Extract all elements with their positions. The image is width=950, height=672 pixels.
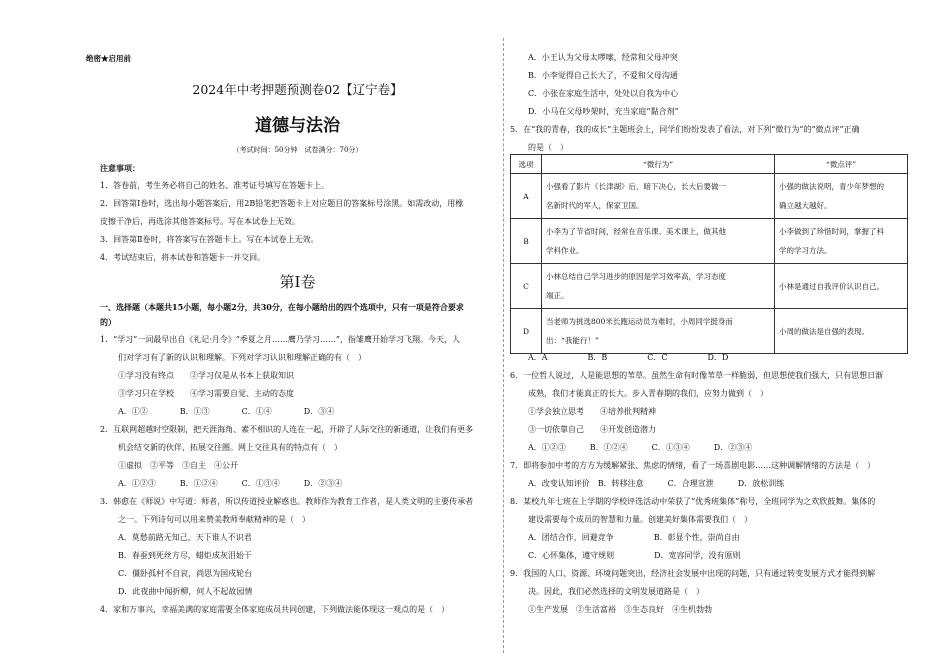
cell-text: 小强的做法说明，青少年梦想的 <box>779 182 884 191</box>
cell-text: 学的学习方法。 <box>779 246 832 255</box>
question-line: 6．一位哲人说过，人是能思想的苇草。虽然生命有时像苇草一样脆弱，但思想使我们强大，只有思想日渐 <box>510 371 884 380</box>
answer-line: A．团结合作，回避竞争 B．彰显个性，崇尚自由 <box>528 533 740 542</box>
table-header: 选项 <box>511 155 542 174</box>
question-line: 机会结交新的伙伴，拓展交往圈。网上交往具有的特点有（ ） <box>118 443 342 452</box>
question-line: 1．“学习”一词最早出自《礼记·月令》“季夏之月……鹰乃学习……”，指雏鹰开始学习飞翔。今天，人 <box>100 335 460 344</box>
table-cell-action <box>542 219 775 264</box>
table-cell-comment <box>775 309 908 354</box>
question-line: 的是（ ） <box>528 143 568 152</box>
column-divider <box>503 38 504 653</box>
secret-label: 绝密★启用前 <box>86 54 131 63</box>
table-cell-option: B <box>511 219 542 264</box>
answer-line: A．①②③ B．①②④ C．①③④ D．②③④ <box>528 443 753 452</box>
option-line: ①学会独立思考 ④培养批判精神 <box>528 407 656 416</box>
cell-text: 小李做到了珍惜时间，掌握了科 <box>779 227 884 236</box>
question-line: 之一。下列诗句可以用来赞美教师奉献精神的是（ ） <box>118 515 310 524</box>
question-line: 们对学习有了新的认识和理解。下列对学习认识和理解正确的有（ ） <box>118 353 366 362</box>
answer-line: C．僵卧孤村不自哀，尚思为国戍轮台 <box>118 569 253 578</box>
cell-text: 小林总结自己学习进步的原因是学习效率高，学习态度 <box>546 272 726 281</box>
answer-line: B．春蚕到死丝方尽，蜡炬成灰泪始干 <box>118 551 252 560</box>
notice-title: 注意事项： <box>100 163 140 173</box>
question-line: 7．即将参加中考的方方为缓解紧张、焦虑的情绪，看了一场喜剧电影……这种调解情绪的方法是（ ） <box>510 461 876 470</box>
table-cell-option: D <box>511 309 542 354</box>
question-line: 建设需要每个成员的智慧和力量。创建美好集体需要我们（ ） <box>528 515 752 524</box>
table-header-row <box>511 155 908 174</box>
cell-text: 小李为了节省时间，经常在音乐课、美术课上，做其他 <box>546 227 726 236</box>
section-heading: 一、选择题（本题共15小题，每小题2分，共30分，在每小题给出的四个选项中，只有一项是符合要求 <box>100 302 464 312</box>
exam-title: 2024年中考押题预测卷02【辽宁卷】 <box>192 82 403 97</box>
question-line: 4．家和万事兴，幸福美满的家庭需要全体家庭成员共同创建，下列做法能体现这一观点的是（ ） <box>100 605 450 614</box>
answer-line: C．心怀集体，遵守规则 D．宽容同学，没有原则 <box>528 551 741 560</box>
cell-text: 名新时代的军人，保家卫国。 <box>546 201 644 210</box>
answer-line: A．①②③ B．①②④ C．①③④ D．②③④ <box>118 479 343 488</box>
options-table <box>510 154 908 354</box>
answer-line: B．小李觉得自己长大了，不爱和父母沟通 <box>528 71 678 80</box>
right-column <box>510 0 910 672</box>
answer-line: A．莫愁前路无知己，天下谁人不识君 <box>118 533 252 542</box>
answer-line: A．A B．B C．C D．D <box>528 353 729 362</box>
cell-text: 确立越大越好。 <box>779 201 832 210</box>
answer-line: D．小马在父母吵架时，充当家庭“黏合剂” <box>528 107 679 116</box>
question-line: 8．某校九年七班在上学期的学校评选活动中荣获了“优秀班集体”称号，全班同学为之欢欣鼓舞。集体的 <box>510 497 876 506</box>
question-line: 成熟，我们才能真正的长大。步入青春期的我们，应努力做到（ ） <box>528 389 768 398</box>
question-line: 5．在“我的青春，我的成长”主题班会上，同学们纷纷发表了看法，对下列“微行为”的“微点评”正确 <box>510 125 860 134</box>
notice-line: 1．答卷前，考生务必将自己的姓名、准考证号填写在答题卡上。 <box>100 181 330 190</box>
option-line: ③一切依靠自己 ④开发创造潜力 <box>528 425 656 434</box>
question-line: 决。因此，我们必然选择的文明发展道路是（ ） <box>528 587 704 596</box>
table-cell-option: A <box>511 174 542 219</box>
table-row <box>511 174 908 219</box>
table-cell-comment <box>775 174 908 219</box>
answer-line: A．改变认知评价 B．转移注意 C．合理宣泄 D．放松训练 <box>528 479 785 488</box>
cell-text: 学科作业。 <box>546 246 584 255</box>
exam-meta: （考试时间：50分钟 试卷满分：70分） <box>232 146 363 154</box>
table-cell-comment <box>775 219 908 264</box>
table-row <box>511 219 908 264</box>
section-heading-cont: 的） <box>100 317 116 327</box>
table-header: “微点评” <box>775 155 908 174</box>
question-line: 2．互联网超越时空限制，把天涯海角、素不相识的人连在一起，开辟了人际交往的新通道，让我们有更多 <box>100 425 474 434</box>
cell-text: 小林是通过自我评价认识自己。 <box>779 281 884 291</box>
table-cell-option: C <box>511 264 542 309</box>
answer-line: A．小王认为父母太啰嗦，经常和父母冲突 <box>528 53 678 62</box>
left-column <box>86 0 495 672</box>
table-cell-action <box>542 309 775 354</box>
notice-line: 2．回答第Ⅰ卷时，选出每小题答案后，用2B铅笔把答题卡上对应题目的答案标号涂黑。如需改动，用橡 <box>100 199 464 208</box>
cell-text: 端正。 <box>546 291 569 300</box>
cell-text: 出：“我能行！” <box>546 336 599 345</box>
table-cell-action <box>542 174 775 219</box>
table-cell-action <box>542 264 775 309</box>
option-line: ①学习没有终点 ②学习仅是从书本上获取知识 <box>118 371 294 380</box>
cell-text: 小强看了影片《长津湖》后，暗下决心，长大后要做一 <box>546 182 726 191</box>
notice-line: 皮擦干净后，再选涂其他答案标号。写在本试卷上无效。 <box>100 217 300 226</box>
cell-text: 当老师为挑选800米长跑运动员为难时，小周同学挺身而 <box>546 317 733 326</box>
answer-line: A．①② B．①③ C．①④ D．③④ <box>118 407 335 416</box>
answer-line: C．小张在家庭生活中，处处以自我为中心 <box>528 89 679 98</box>
table-row <box>511 309 908 354</box>
option-line: ①生产发展 ②生活富裕 ③生态良好 ④生机勃勃 <box>528 605 712 614</box>
table-header: “微行为” <box>542 155 775 174</box>
table-cell-comment <box>775 264 908 309</box>
table-row <box>511 264 908 309</box>
subject-title: 道德与法治 <box>255 116 340 136</box>
option-line: ③学习只在学校 ④学习需要自觉、主动的态度 <box>118 389 294 398</box>
option-line: ①虚拟 ②平等 ③自主 ④公开 <box>118 461 238 470</box>
volume-heading: 第Ⅰ卷 <box>279 273 316 291</box>
notice-line: 3．回答第Ⅱ卷时，将答案写在答题卡上。写在本试卷上无效。 <box>100 235 319 244</box>
notice-line: 4．考试结束后，将本试卷和答题卡一并交回。 <box>100 253 266 262</box>
answer-line: D．此夜曲中闻折柳，何人不起故园情 <box>118 587 253 596</box>
question-line: 9．我国的人口、资源、环境问题突出，经济社会发展中出现的问题，只有通过转变发展方式才能得到解 <box>510 569 876 578</box>
question-line: 3．韩愈在《师说》中写道：师者，所以传道授业解惑也。教师作为教育工作者，是人类文明的主要传承者 <box>100 497 474 506</box>
cell-text: 小周的做法是自强的表现。 <box>779 326 869 336</box>
